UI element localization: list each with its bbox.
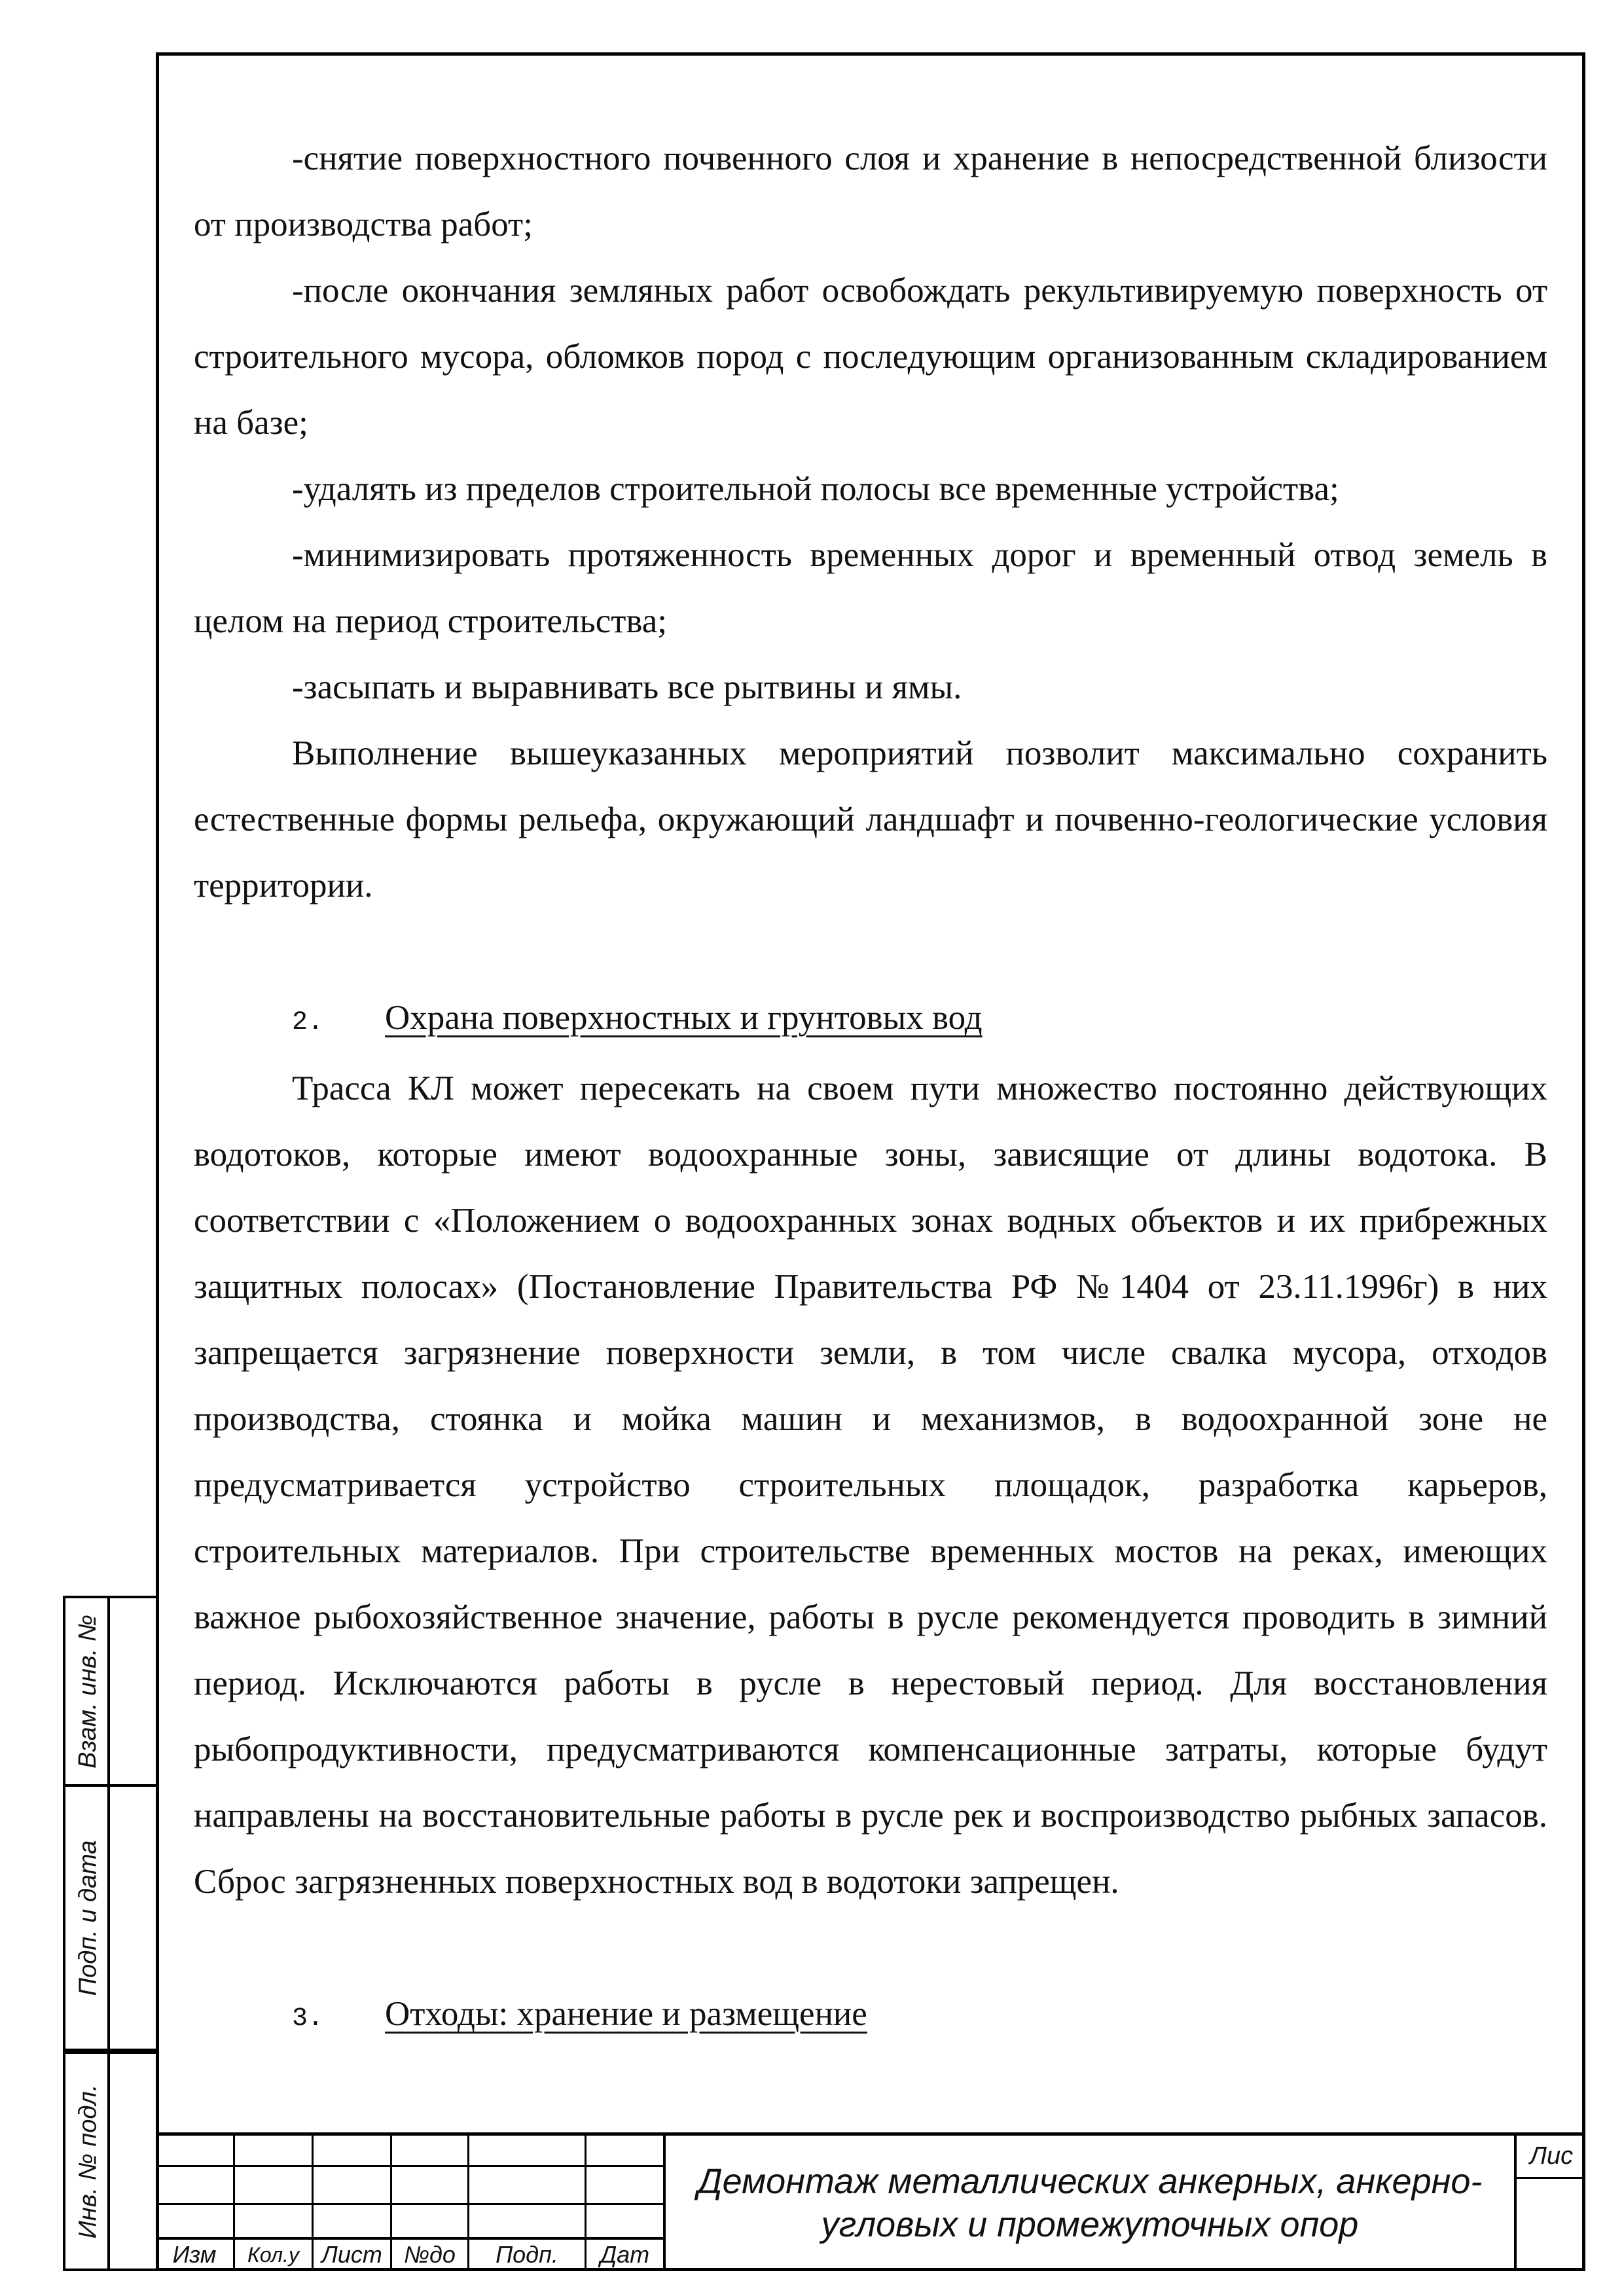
paragraph: -после окончания земляных работ освобождать рекультивируемую поверхность от строительного мусора, обломков пород с последующим организованным складированием на базе;: [194, 272, 1547, 442]
spacer: [194, 919, 1547, 985]
side-stamp-label: Подп. и дата: [74, 1840, 102, 1996]
spacer: [194, 1915, 1547, 1981]
section-number: 3.: [292, 2004, 324, 2034]
side-stamp-label: Взам. инв. №: [74, 1614, 102, 1768]
title-block-label: Дат: [600, 2241, 650, 2268]
document-title: [664, 2135, 1515, 2271]
title-block-label: Изм: [172, 2241, 217, 2268]
title-block-line: [156, 2165, 664, 2167]
document-body: [194, 126, 1547, 2052]
paragraph: -засыпать и выравнивать все рытвины и ямы.: [292, 668, 962, 706]
section-title: Отходы: хранение и размещение: [385, 1995, 867, 2033]
section-number: 2.: [292, 1008, 324, 1037]
paragraph: Выполнение вышеуказанных мероприятий позволит максимально сохранить естественные формы рельефа, окружающий ландшафт и почвенно-геологические условия территории.: [194, 734, 1547, 905]
paragraph: -снятие поверхностного почвенного слоя и хранение в непосредственной близости от производства работ;: [194, 139, 1547, 243]
title-block-line: [1515, 2177, 1585, 2179]
paragraph: -удалять из пределов строительной полосы все временные устройства;: [292, 470, 1339, 508]
side-stamp-label: Инв. № подл.: [74, 2084, 102, 2238]
paragraph: -минимизировать протяженность временных дорог и временный отвод земель в целом на период строительства;: [194, 536, 1547, 640]
sheet-label: Лис: [1529, 2142, 1574, 2170]
document-title-line: угловых и промежуточных опор: [821, 2205, 1359, 2244]
side-stamp-inv: [63, 2051, 156, 2271]
section-heading: [194, 1981, 1547, 2052]
section-heading: [194, 985, 1547, 1056]
title-block-label: Кол.у: [247, 2242, 299, 2267]
side-stamp-vzam: [63, 1596, 156, 1787]
title-block-label: Подп.: [496, 2241, 558, 2268]
title-block-label: Лист: [321, 2241, 382, 2268]
section-title: Охрана поверхностных и грунтовых вод: [385, 999, 983, 1037]
paragraph: Трасса КЛ может пересекать на своем пути множество постоянно действующих водотоков, которые имеют водоохранные зоны, зависящие от длины водотока. В соответствии с «Положением о водоохранных зонах водных объектов и их прибрежных защитных полосах» (Постановление Правительства РФ №1404 от 23.11.1996г) в них запрещается загрязнение поверхности земли, в том числе свалка мусора, отходов производства, стоянка и мойка машин и механизмов, в водоохранной зоне не предусматривается устройство строительных площадок, разработка карьеров, строительных материалов. При строительстве временных мостов на реках, имеющих важное рыбохозяйственное значение, работы в русле рекомендуется проводить в зимний период. Исключаются работы в русле в нерестовый период. Для восстановления рыбопродуктивности, предусматриваются компенсационные затраты, которые будут направлены на восстановительные работы в русле рек и воспроизводство рыбных запасов. Сброс загрязненных поверхностных вод в водотоки запрещен.: [194, 1069, 1547, 1901]
title-block-label: №до: [404, 2241, 456, 2268]
side-stamp-podp: [63, 1787, 156, 2051]
title-block-line: [156, 2203, 664, 2205]
document-title-line: Демонтаж металлических анкерных, анкерно-: [697, 2162, 1483, 2201]
